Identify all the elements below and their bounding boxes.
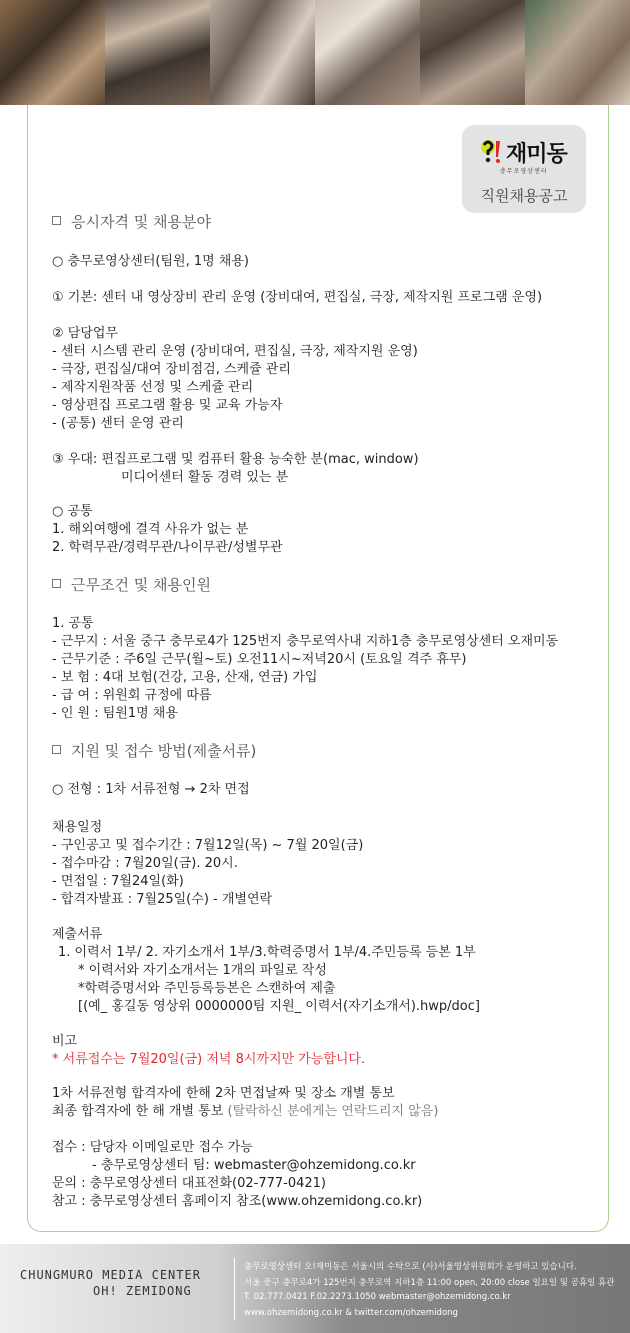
body-line: 2. 학력무관/경력무관/나이무관/성별무관 <box>52 540 283 555</box>
body-line: - 극장, 편집실/대여 장비점검, 스케쥴 관리 <box>52 362 291 377</box>
body-line: 1. 공통 <box>52 616 94 631</box>
body-line: ○ 전형 : 1차 서류전형 → 2차 면접 <box>52 782 250 797</box>
body-line: 문의 : 충무로영상센터 대표전화(02-777-0421) <box>52 1176 326 1191</box>
footer-links: www.ohzemidong.co.kr & twitter.com/ohzemidong <box>244 1308 458 1318</box>
body-line: [(예_ 홍길동 영상위 0000000팀 지원_ 이력서(자기소개서).hwp/doc] <box>78 999 480 1014</box>
footer-info: 충무로영상센터 오!재미동은 서울시의 수탁으로 (사)서울영상위원회가 운영하고 있습니다. <box>244 1262 577 1272</box>
body-line: *학력증명서와 주민등록등본은 스캔하여 제출 <box>78 981 336 996</box>
footer-english-subname: OH! ZEMIDONG <box>93 1284 192 1298</box>
body-line: - 영상편집 프로그램 활용 및 교육 가능자 <box>52 398 283 413</box>
body-line: - 인 원 : 팀원1명 채용 <box>52 706 178 721</box>
square-bullet-icon <box>52 216 61 225</box>
body-line: - 충무로영상센터 팀: webmaster@ohzemidong.co.kr <box>92 1158 416 1173</box>
header-photo-strip <box>0 0 630 105</box>
body-line: - 구인공고 및 접수기간 : 7월12일(목) ~ 7월 20일(금) <box>52 838 364 853</box>
footer-contact: T. 02.777.0421 F.02.2273.1050 webmaster@ohzemidong.co.kr <box>244 1292 511 1302</box>
photo-presentation <box>210 0 315 105</box>
body-line: 접수 : 담당자 이메일로만 접수 가능 <box>52 1140 253 1155</box>
body-line: 최종 합격자에 한 해 개별 통보 (탈락하신 분에게는 연락드리지 않음) <box>52 1104 439 1119</box>
photo-lecture <box>315 0 420 105</box>
footer-divider <box>234 1258 235 1320</box>
logo-box <box>462 125 586 213</box>
square-bullet-icon <box>52 745 61 754</box>
section-heading-qualification: 응시자격 및 채용분야 <box>52 214 211 231</box>
body-line: - 센터 시스템 관리 운영 (장비대여, 편집실, 극장, 제작지원 운영) <box>52 344 418 359</box>
body-line: 비고 <box>52 1034 78 1049</box>
footer-english-name: CHUNGMURO MEDIA CENTER <box>20 1268 201 1282</box>
body-line: ② 담당업무 <box>52 326 119 341</box>
photo-workshop <box>105 0 210 105</box>
page-title: 직원채용공고 <box>480 187 568 205</box>
square-bullet-icon <box>52 579 61 588</box>
logo-subtitle: 충무로영상센터 <box>500 168 548 175</box>
body-line: 1차 서류전형 합격자에 한해 2차 면접날짜 및 장소 개별 통보 <box>52 1086 395 1101</box>
body-line: - 제작지원작품 선정 및 스케쥴 관리 <box>52 380 254 395</box>
body-line: - 접수마감 : 7월20일(금). 20시. <box>52 856 238 871</box>
logo-name: 재미동 <box>506 142 567 167</box>
body-line: 참고 : 충무로영상센터 홈페이지 참조(www.ohzemidong.co.kr) <box>52 1194 423 1209</box>
footer-address: 서울 중구 충무로4가 125번지 충무로역 지하1층 11:00 open, 20:00 close 일요일 및 공휴일 휴관 <box>244 1278 615 1288</box>
body-line: ○ 충무로영상센터(팀원, 1명 채용) <box>52 254 249 269</box>
body-line: 미디어센터 활동 경력 있는 분 <box>121 470 289 485</box>
body-line: - 보 험 : 4대 보험(건강, 고용, 산재, 연금) 가입 <box>52 670 318 685</box>
body-line: 1. 해외여행에 결격 사유가 없는 분 <box>52 522 249 537</box>
body-line: - 급 여 : 위원회 규정에 따름 <box>52 688 212 703</box>
body-line: 1. 이력서 1부/ 2. 자기소개서 1부/3.학력증명서 1부/4.주민등록 등본 1부 <box>58 945 476 960</box>
body-line: 채용일정 <box>52 820 103 835</box>
photo-library <box>0 0 105 105</box>
body-line: - (공통) 센터 운영 관리 <box>52 416 184 431</box>
body-line: ③ 우대: 편집프로그램 및 컴퓨터 활용 능숙한 분(mac, window) <box>52 452 419 467</box>
photo-editing-room <box>420 0 525 105</box>
section-heading-application: 지원 및 접수 방법(제출서류) <box>52 743 256 760</box>
photo-classroom <box>525 0 630 105</box>
deadline-notice: * 서류접수는 7월20일(금) 저녁 8시까지만 가능합니다. <box>52 1052 366 1067</box>
body-line: 제출서류 <box>52 927 103 942</box>
body-line: * 이력서와 자기소개서는 1개의 파일로 작성 <box>78 963 327 978</box>
footer <box>0 1244 630 1333</box>
body-note: (탈락하신 분에게는 연락드리지 않음) <box>227 1104 439 1119</box>
body-line: - 근무지 : 서울 중구 충무로4가 125번지 충무로역사내 지하1층 충무로영상센터 오재미동 <box>52 634 559 649</box>
body-line: - 면접일 : 7월24일(화) <box>52 874 184 889</box>
body-line: - 근무기준 : 주6일 근무(월~토) 오전11시~저녁20시 (토요일 격주 휴무) <box>52 652 467 667</box>
body-line: ○ 공통 <box>52 504 93 519</box>
body-line: ① 기본: 센터 내 영상장비 관리 운영 (장비대여, 편집실, 극장, 제작지원 프로그램 운영) <box>52 290 543 305</box>
body-line: - 합격자발표 : 7월25일(수) - 개별연락 <box>52 892 273 907</box>
logo-mark-icon <box>480 139 504 165</box>
section-heading-conditions: 근무조건 및 채용인원 <box>52 577 211 594</box>
